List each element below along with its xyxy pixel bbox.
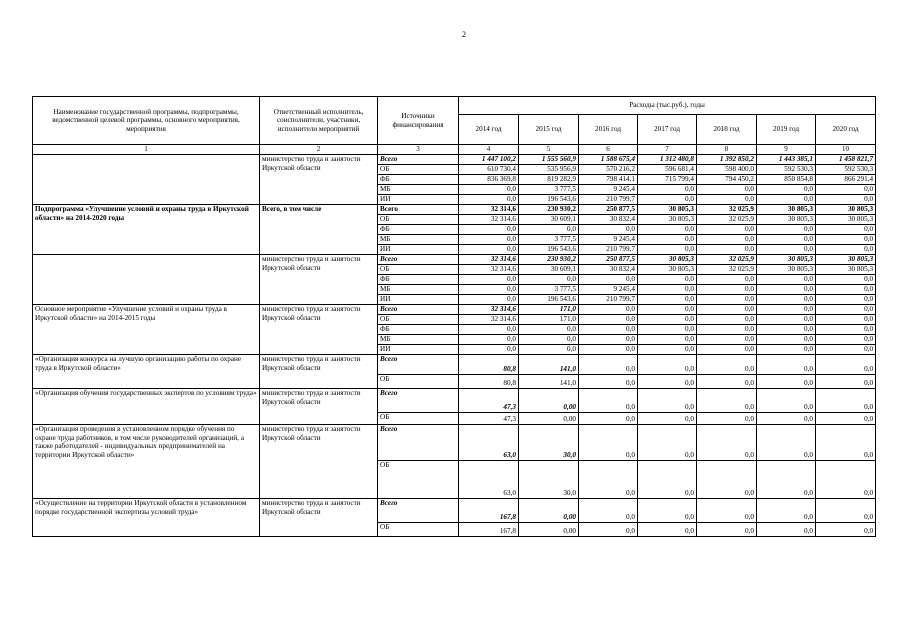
value-cell: 0,0	[638, 523, 697, 537]
value-cell: 0,0	[638, 195, 697, 205]
value-cell: 1 588 675,4	[579, 155, 638, 165]
value-cell: 196 543,6	[519, 195, 579, 205]
column-number: 1	[33, 145, 260, 155]
source-cell: ИИ	[378, 195, 459, 205]
value-cell: 0,0	[459, 335, 519, 345]
value-cell: 0,0	[638, 325, 697, 335]
value-cell: 141,0	[519, 375, 579, 389]
value-cell: 0,0	[757, 335, 816, 345]
value-cell: 0,0	[757, 295, 816, 305]
value-cell: 0,0	[816, 461, 876, 499]
value-cell: 0,0	[459, 195, 519, 205]
value-cell: 0,0	[697, 295, 757, 305]
value-cell: 30 805,3	[638, 255, 697, 265]
value-cell: 0,0	[757, 315, 816, 325]
value-cell: 30 805,3	[638, 205, 697, 215]
header-sources: Источники финансирования	[378, 97, 459, 145]
value-cell: 0,0	[697, 285, 757, 295]
value-cell: 230 930,2	[519, 255, 579, 265]
value-cell: 210 799,7	[579, 195, 638, 205]
source-cell: ФБ	[378, 175, 459, 185]
row-executor: министерство труда и занятости Иркутской области	[260, 355, 378, 389]
value-cell: 9 245,4	[579, 185, 638, 195]
header-year: 2018 год	[697, 115, 757, 145]
table-row	[33, 389, 876, 413]
page-number: 2	[462, 30, 466, 39]
value-cell: 570 216,2	[579, 165, 638, 175]
source-cell: ОБ	[378, 375, 459, 389]
value-cell: 0,0	[638, 305, 697, 315]
column-number: 4	[459, 145, 519, 155]
value-cell: 32 314,6	[459, 305, 519, 315]
value-cell: 0,0	[816, 499, 876, 523]
value-cell: 0,0	[757, 275, 816, 285]
value-cell: 1 447 100,2	[459, 155, 519, 165]
source-cell: Всего	[378, 205, 459, 215]
column-number: 5	[519, 145, 579, 155]
value-cell: 47,3	[459, 413, 519, 425]
value-cell: 0,0	[697, 425, 757, 461]
row-executor: министерство труда и занятости Иркутской области	[260, 389, 378, 425]
value-cell: 1 555 560,9	[519, 155, 579, 165]
value-cell: 0,00	[519, 523, 579, 537]
value-cell: 1 458 821,7	[816, 155, 876, 165]
value-cell: 0,0	[757, 185, 816, 195]
row-name: «Организация конкурса на лучшую организацию работы по охране труда в Иркутской области»	[33, 355, 260, 389]
source-cell: Всего	[378, 155, 459, 165]
value-cell: 196 543,6	[519, 245, 579, 255]
value-cell: 0,0	[757, 345, 816, 355]
value-cell: 3 777,5	[519, 285, 579, 295]
value-cell: 32 314,6	[459, 315, 519, 325]
value-cell: 30 805,3	[816, 265, 876, 275]
value-cell: 0,0	[579, 335, 638, 345]
value-cell: 0,0	[459, 225, 519, 235]
value-cell: 0,0	[816, 235, 876, 245]
source-cell: ОБ	[378, 215, 459, 225]
value-cell: 141,0	[519, 355, 579, 375]
value-cell: 0,0	[757, 235, 816, 245]
value-cell: 0,00	[519, 499, 579, 523]
value-cell: 0,0	[579, 275, 638, 285]
value-cell: 0,0	[816, 325, 876, 335]
value-cell: 30 805,3	[757, 265, 816, 275]
value-cell: 819 282,9	[519, 175, 579, 185]
source-cell: ОБ	[378, 413, 459, 425]
header-year: 2014 год	[459, 115, 519, 145]
value-cell: 30 805,3	[816, 205, 876, 215]
value-cell: 9 245,4	[579, 285, 638, 295]
table-row	[33, 155, 876, 165]
source-cell: ОБ	[378, 165, 459, 175]
value-cell: 0,0	[757, 413, 816, 425]
value-cell: 30,0	[519, 425, 579, 461]
value-cell: 596 681,4	[638, 165, 697, 175]
value-cell: 30 805,3	[638, 215, 697, 225]
table-row	[33, 305, 876, 315]
column-number: 8	[697, 145, 757, 155]
value-cell: 32 025,9	[697, 265, 757, 275]
value-cell: 171,0	[519, 315, 579, 325]
column-number: 6	[579, 145, 638, 155]
value-cell: 0,0	[579, 389, 638, 413]
value-cell: 0,0	[638, 375, 697, 389]
value-cell: 0,0	[697, 235, 757, 245]
value-cell: 0,0	[638, 389, 697, 413]
value-cell: 0,0	[816, 335, 876, 345]
value-cell: 0,0	[816, 315, 876, 325]
row-name: «Организация проведения в установленном порядке обучения по охране труда работников, в том числе руководителей организаций, а также работодателей - индивидуальных предпринимателей на территории Иркутской области»	[33, 425, 260, 499]
value-cell: 210 799,7	[579, 295, 638, 305]
value-cell: 0,00	[519, 413, 579, 425]
value-cell: 0,0	[638, 285, 697, 295]
value-cell: 0,0	[816, 285, 876, 295]
value-cell: 30 805,3	[757, 255, 816, 265]
value-cell: 0,0	[697, 375, 757, 389]
column-number: 3	[378, 145, 459, 155]
value-cell: 0,0	[697, 389, 757, 413]
row-name: «Осуществление на территории Иркутской области в установленном порядке государственной экспертизы условий труда»	[33, 499, 260, 537]
value-cell: 210 799,7	[579, 245, 638, 255]
value-cell: 230 930,2	[519, 205, 579, 215]
value-cell: 535 956,9	[519, 165, 579, 175]
value-cell: 196 543,6	[519, 295, 579, 305]
value-cell: 836 369,8	[459, 175, 519, 185]
table-row	[33, 499, 876, 523]
value-cell: 0,0	[638, 345, 697, 355]
value-cell: 32 314,6	[459, 215, 519, 225]
value-cell: 0,0	[579, 305, 638, 315]
value-cell: 0,0	[757, 285, 816, 295]
value-cell: 250 877,5	[579, 255, 638, 265]
value-cell: 0,0	[579, 345, 638, 355]
value-cell: 3 777,5	[519, 185, 579, 195]
table-row	[33, 205, 876, 215]
value-cell: 0,0	[638, 335, 697, 345]
row-executor: министерство труда и занятости Иркутской области	[260, 425, 378, 499]
value-cell: 0,0	[816, 375, 876, 389]
value-cell: 0,0	[697, 195, 757, 205]
source-cell: ФБ	[378, 325, 459, 335]
value-cell: 0,0	[757, 245, 816, 255]
source-cell: ОБ	[378, 461, 459, 499]
source-cell: ИИ	[378, 245, 459, 255]
value-cell: 0,0	[697, 305, 757, 315]
value-cell: 32 314,6	[459, 205, 519, 215]
value-cell: 0,0	[579, 461, 638, 499]
value-cell: 0,0	[638, 275, 697, 285]
value-cell: 80,8	[459, 375, 519, 389]
source-cell: МБ	[378, 185, 459, 195]
value-cell: 0,0	[579, 499, 638, 523]
value-cell: 0,0	[579, 325, 638, 335]
value-cell: 0,0	[816, 195, 876, 205]
value-cell: 30 805,3	[757, 205, 816, 215]
value-cell: 0,0	[757, 305, 816, 315]
value-cell: 0,0	[459, 325, 519, 335]
value-cell: 0,0	[816, 523, 876, 537]
value-cell: 798 414,1	[579, 175, 638, 185]
value-cell: 0,00	[519, 389, 579, 413]
value-cell: 0,0	[697, 523, 757, 537]
value-cell: 32 025,9	[697, 255, 757, 265]
value-cell: 0,0	[459, 245, 519, 255]
source-cell: МБ	[378, 285, 459, 295]
value-cell: 0,0	[816, 245, 876, 255]
value-cell: 0,0	[519, 225, 579, 235]
value-cell: 32 025,9	[697, 215, 757, 225]
value-cell: 0,0	[816, 305, 876, 315]
header-year: 2016 год	[579, 115, 638, 145]
value-cell: 592 530,3	[757, 165, 816, 175]
source-cell: Всего	[378, 499, 459, 523]
source-cell: ФБ	[378, 275, 459, 285]
value-cell: 0,0	[459, 235, 519, 245]
budget-table	[32, 96, 876, 537]
value-cell: 0,0	[757, 225, 816, 235]
value-cell: 0,0	[459, 275, 519, 285]
value-cell: 171,0	[519, 305, 579, 315]
value-cell: 0,0	[638, 315, 697, 325]
value-cell: 0,0	[519, 275, 579, 285]
row-executor: министерство труда и занятости Иркутской области	[260, 499, 378, 537]
value-cell: 0,0	[697, 499, 757, 523]
source-cell: Всего	[378, 425, 459, 461]
value-cell: 0,0	[816, 413, 876, 425]
value-cell: 0,0	[579, 355, 638, 375]
value-cell: 3 777,5	[519, 235, 579, 245]
value-cell: 0,0	[697, 185, 757, 195]
header-year: 2015 год	[519, 115, 579, 145]
header-executor: Ответственный исполнитель, соисполнители, участники, исполнители мероприятий	[260, 97, 378, 145]
value-cell: 30 832,4	[579, 215, 638, 225]
row-executor: министерство труда и занятости Иркутской области	[260, 305, 378, 355]
value-cell: 80,8	[459, 355, 519, 375]
source-cell: МБ	[378, 235, 459, 245]
value-cell: 610 730,4	[459, 165, 519, 175]
value-cell: 0,0	[697, 245, 757, 255]
value-cell: 598 400,0	[697, 165, 757, 175]
value-cell: 850 854,8	[757, 175, 816, 185]
header-expenses: Расходы (тыс.руб.), годы	[459, 97, 876, 115]
value-cell: 0,0	[579, 523, 638, 537]
value-cell: 0,0	[459, 295, 519, 305]
value-cell: 0,0	[638, 185, 697, 195]
value-cell: 30 805,3	[816, 215, 876, 225]
value-cell: 0,0	[816, 345, 876, 355]
value-cell: 0,0	[697, 335, 757, 345]
value-cell: 0,0	[697, 225, 757, 235]
value-cell: 0,0	[816, 425, 876, 461]
value-cell: 0,0	[757, 355, 816, 375]
value-cell: 0,0	[757, 325, 816, 335]
value-cell: 63,0	[459, 461, 519, 499]
value-cell: 0,0	[757, 375, 816, 389]
value-cell: 0,0	[638, 355, 697, 375]
value-cell: 794 450,2	[697, 175, 757, 185]
value-cell: 0,0	[816, 389, 876, 413]
value-cell: 167,8	[459, 523, 519, 537]
value-cell: 0,0	[638, 225, 697, 235]
value-cell: 30 805,3	[816, 255, 876, 265]
source-cell: ФБ	[378, 225, 459, 235]
source-cell: Всего	[378, 305, 459, 315]
value-cell: 1 312 480,8	[638, 155, 697, 165]
value-cell: 0,0	[579, 315, 638, 325]
value-cell: 32 314,6	[459, 255, 519, 265]
column-number: 9	[757, 145, 816, 155]
value-cell: 0,0	[638, 413, 697, 425]
value-cell: 1 443 385,1	[757, 155, 816, 165]
value-cell: 866 291,4	[816, 175, 876, 185]
value-cell: 0,0	[519, 335, 579, 345]
value-cell: 0,0	[697, 275, 757, 285]
value-cell: 0,0	[697, 315, 757, 325]
value-cell: 0,0	[757, 425, 816, 461]
row-executor: министерство труда и занятости Иркутской области	[260, 155, 378, 205]
source-cell: ОБ	[378, 315, 459, 325]
value-cell: 0,0	[459, 345, 519, 355]
row-executor: Всего, в том числе	[260, 205, 378, 255]
value-cell: 30 609,1	[519, 215, 579, 225]
value-cell: 0,0	[697, 413, 757, 425]
value-cell: 715 799,4	[638, 175, 697, 185]
value-cell: 250 877,5	[579, 205, 638, 215]
source-cell: Всего	[378, 255, 459, 265]
table-row	[33, 255, 876, 265]
value-cell: 32 025,9	[697, 205, 757, 215]
row-name: «Организация обучения государственных экспертов по условиям труда»	[33, 389, 260, 425]
value-cell: 0,0	[579, 225, 638, 235]
value-cell: 32 314,6	[459, 265, 519, 275]
value-cell: 0,0	[459, 185, 519, 195]
value-cell: 0,0	[638, 461, 697, 499]
row-name	[33, 155, 260, 205]
table-row	[33, 355, 876, 375]
row-executor: министерство труда и занятости Иркутской области	[260, 255, 378, 305]
header-name: Наименование государственной программы, подпрограммы, ведомственной целевой программы, основного мероприятия, мероприятия	[33, 97, 260, 145]
value-cell: 0,0	[638, 499, 697, 523]
value-cell: 9 245,4	[579, 235, 638, 245]
value-cell: 0,0	[519, 345, 579, 355]
value-cell: 63,0	[459, 425, 519, 461]
value-cell: 30 832,4	[579, 265, 638, 275]
value-cell: 30 805,3	[757, 215, 816, 225]
source-cell: МБ	[378, 335, 459, 345]
value-cell: 1 392 850,2	[697, 155, 757, 165]
value-cell: 30,0	[519, 461, 579, 499]
value-cell: 0,0	[697, 355, 757, 375]
source-cell: ИИ	[378, 295, 459, 305]
row-name: Подпрограмма «Улучшение условий и охраны труда в Иркутской области» на 2014-2020 годы	[33, 205, 260, 255]
value-cell: 0,0	[816, 225, 876, 235]
column-number: 7	[638, 145, 697, 155]
value-cell: 0,0	[579, 413, 638, 425]
source-cell: ИИ	[378, 345, 459, 355]
value-cell: 0,0	[697, 325, 757, 335]
header-year: 2019 год	[757, 115, 816, 145]
column-number: 10	[816, 145, 876, 155]
value-cell: 0,0	[757, 461, 816, 499]
row-name: Основное мероприятие «Улучшение условий и охраны труда в Иркутской области» на 2014-2015 годы	[33, 305, 260, 355]
value-cell: 0,0	[697, 345, 757, 355]
value-cell: 30 805,3	[638, 265, 697, 275]
source-cell: ОБ	[378, 265, 459, 275]
value-cell: 0,0	[459, 285, 519, 295]
value-cell: 0,0	[638, 425, 697, 461]
value-cell: 30 609,1	[519, 265, 579, 275]
value-cell: 0,0	[638, 235, 697, 245]
value-cell: 0,0	[757, 389, 816, 413]
value-cell: 0,0	[757, 523, 816, 537]
value-cell: 0,0	[638, 245, 697, 255]
table-row	[33, 425, 876, 461]
row-name	[33, 255, 260, 305]
value-cell: 0,0	[519, 325, 579, 335]
header-year: 2017 год	[638, 115, 697, 145]
source-cell: Всего	[378, 389, 459, 413]
source-cell: ОБ	[378, 523, 459, 537]
value-cell: 0,0	[697, 461, 757, 499]
value-cell: 592 530,3	[816, 165, 876, 175]
value-cell: 0,0	[816, 295, 876, 305]
source-cell: Всего	[378, 355, 459, 375]
value-cell: 0,0	[579, 375, 638, 389]
value-cell: 0,0	[816, 355, 876, 375]
value-cell: 0,0	[816, 185, 876, 195]
value-cell: 0,0	[757, 499, 816, 523]
column-number: 2	[260, 145, 378, 155]
value-cell: 0,0	[579, 425, 638, 461]
value-cell: 0,0	[816, 275, 876, 285]
header-year: 2020 год	[816, 115, 876, 145]
value-cell: 0,0	[638, 295, 697, 305]
value-cell: 167,8	[459, 499, 519, 523]
value-cell: 47,3	[459, 389, 519, 413]
value-cell: 0,0	[757, 195, 816, 205]
